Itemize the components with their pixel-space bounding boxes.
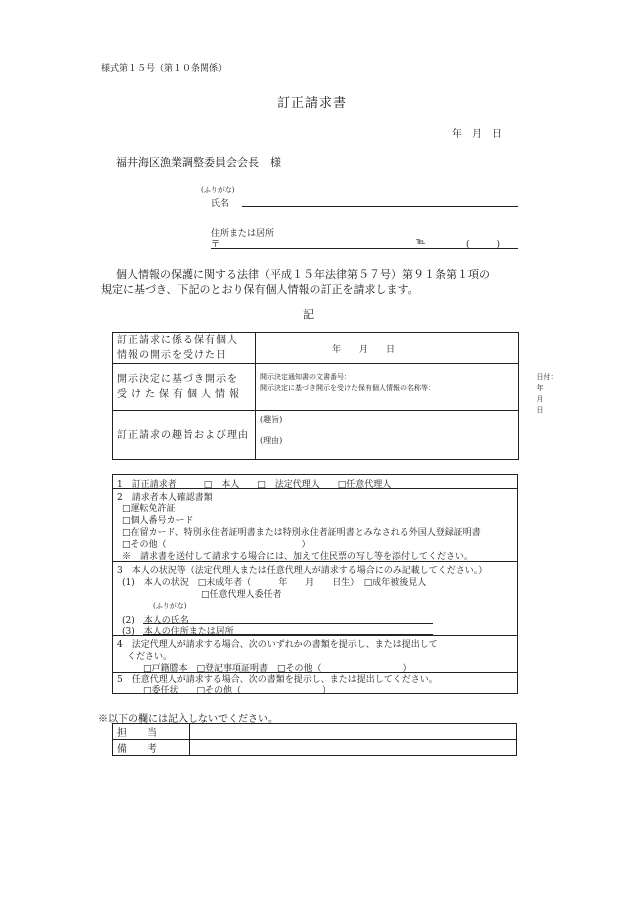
disclosed-info-field[interactable]: 開示決定通知書の文書番号： 日付： 年 月 日 開示決定に基づき開示を受けた保有個人情報の名称等： <box>256 364 519 411</box>
section-4-options[interactable]: □戸籍謄本 □登記事項証明書 □その他（ ） <box>143 664 412 674</box>
address-field[interactable] <box>211 248 518 249</box>
ki-label: 記 <box>303 308 314 321</box>
section-5-line1: 5 任意代理人が請求する場合、次の書類を提示し、または提出してください。 <box>117 675 438 685</box>
principal-name-label: (2) 本人の氏名 <box>122 616 189 626</box>
date-line: 年 月 日 <box>452 129 502 140</box>
purpose-reason-label: 訂正請求の趣旨および理由 <box>113 411 256 460</box>
section-4-line2: ください。 <box>127 652 173 662</box>
section-5-options[interactable]: □委任状 □その他（ ） <box>143 686 332 696</box>
principal-address-label: (3) 本人の住所または居所 <box>122 627 234 637</box>
section-2-title: 2 請求者本人確認書類 <box>117 493 213 503</box>
remarks-field[interactable] <box>190 740 517 756</box>
id-doc-drivers-license[interactable]: □運転免許証 <box>122 504 176 514</box>
section-4-line1: 4 法定代理人が請求する場合、次のいずれかの書類を提示し、または提出して <box>117 640 438 650</box>
office-use-table <box>112 723 517 756</box>
addressee: 福井海区漁業調整委員会会長 様 <box>116 156 281 169</box>
tel-mark: ℡ <box>416 237 426 247</box>
section-1-requester[interactable]: 1 訂正請求者 □ 本人 □ 法定代理人 □任意代理人 <box>117 480 392 490</box>
name-field[interactable] <box>242 206 518 207</box>
name-label: 氏名 <box>211 199 230 209</box>
address-label: 住所または居所 <box>211 229 275 239</box>
disclosed-info-label: 開示決定に基づき開示を 受けた保有個人情報 <box>113 364 256 411</box>
received-date-field[interactable]: 年 月 日 <box>256 333 519 364</box>
id-doc-mynumber-card[interactable]: □個人番号カード <box>122 516 194 526</box>
staff-label: 担 当 <box>113 724 190 740</box>
staff-field[interactable] <box>190 724 517 740</box>
postal-mark: 〒 <box>211 240 221 250</box>
tel-paren: ( ) <box>466 240 501 250</box>
request-details-table <box>112 332 561 460</box>
body-text-line2: 規定に基づき、下記のとおり保有個人情報の訂正を請求します。 <box>101 283 419 296</box>
received-date-label: 訂正請求に係る保有個人 情報の開示を受けた日 <box>113 333 256 364</box>
purpose-reason-field[interactable]: (趣旨) (理由) <box>256 411 519 460</box>
id-doc-note: ※ 請求書を送付して請求する場合には、加えて住民票の写し等を添付してください。 <box>122 552 474 562</box>
principal-status[interactable]: (1) 本人の状況 □未成年者（ 年 月 日生） □成年被後見人 <box>122 578 427 588</box>
id-doc-other[interactable]: □その他（ ） <box>122 540 311 550</box>
principal-furigana-label: (ふりがな) <box>153 602 187 610</box>
id-doc-residence-card[interactable]: □在留カード、特別永住者証明書または特別永住者証明書とみなされる外国人登録証明書 <box>122 528 481 538</box>
furigana-label: (ふりがな) <box>201 186 235 194</box>
office-use-note: ※以下の欄には記入しないでください。 <box>98 714 278 725</box>
page-title: 訂正請求書 <box>277 96 348 111</box>
remarks-label: 備 考 <box>113 740 190 756</box>
form-number: 様式第１５号（第１０条関係） <box>101 64 228 74</box>
section-3-title: 3 本人の状況等（法定代理人または任意代理人が請求する場合にのみ記載してください。） <box>117 566 488 576</box>
body-text-line1: 個人情報の保護に関する法律（平成１５年法律第５７号）第９１条第１項の <box>116 268 490 281</box>
requester-info-box <box>112 474 518 694</box>
principal-status-proxy[interactable]: □任意代理人委任者 <box>201 590 282 600</box>
